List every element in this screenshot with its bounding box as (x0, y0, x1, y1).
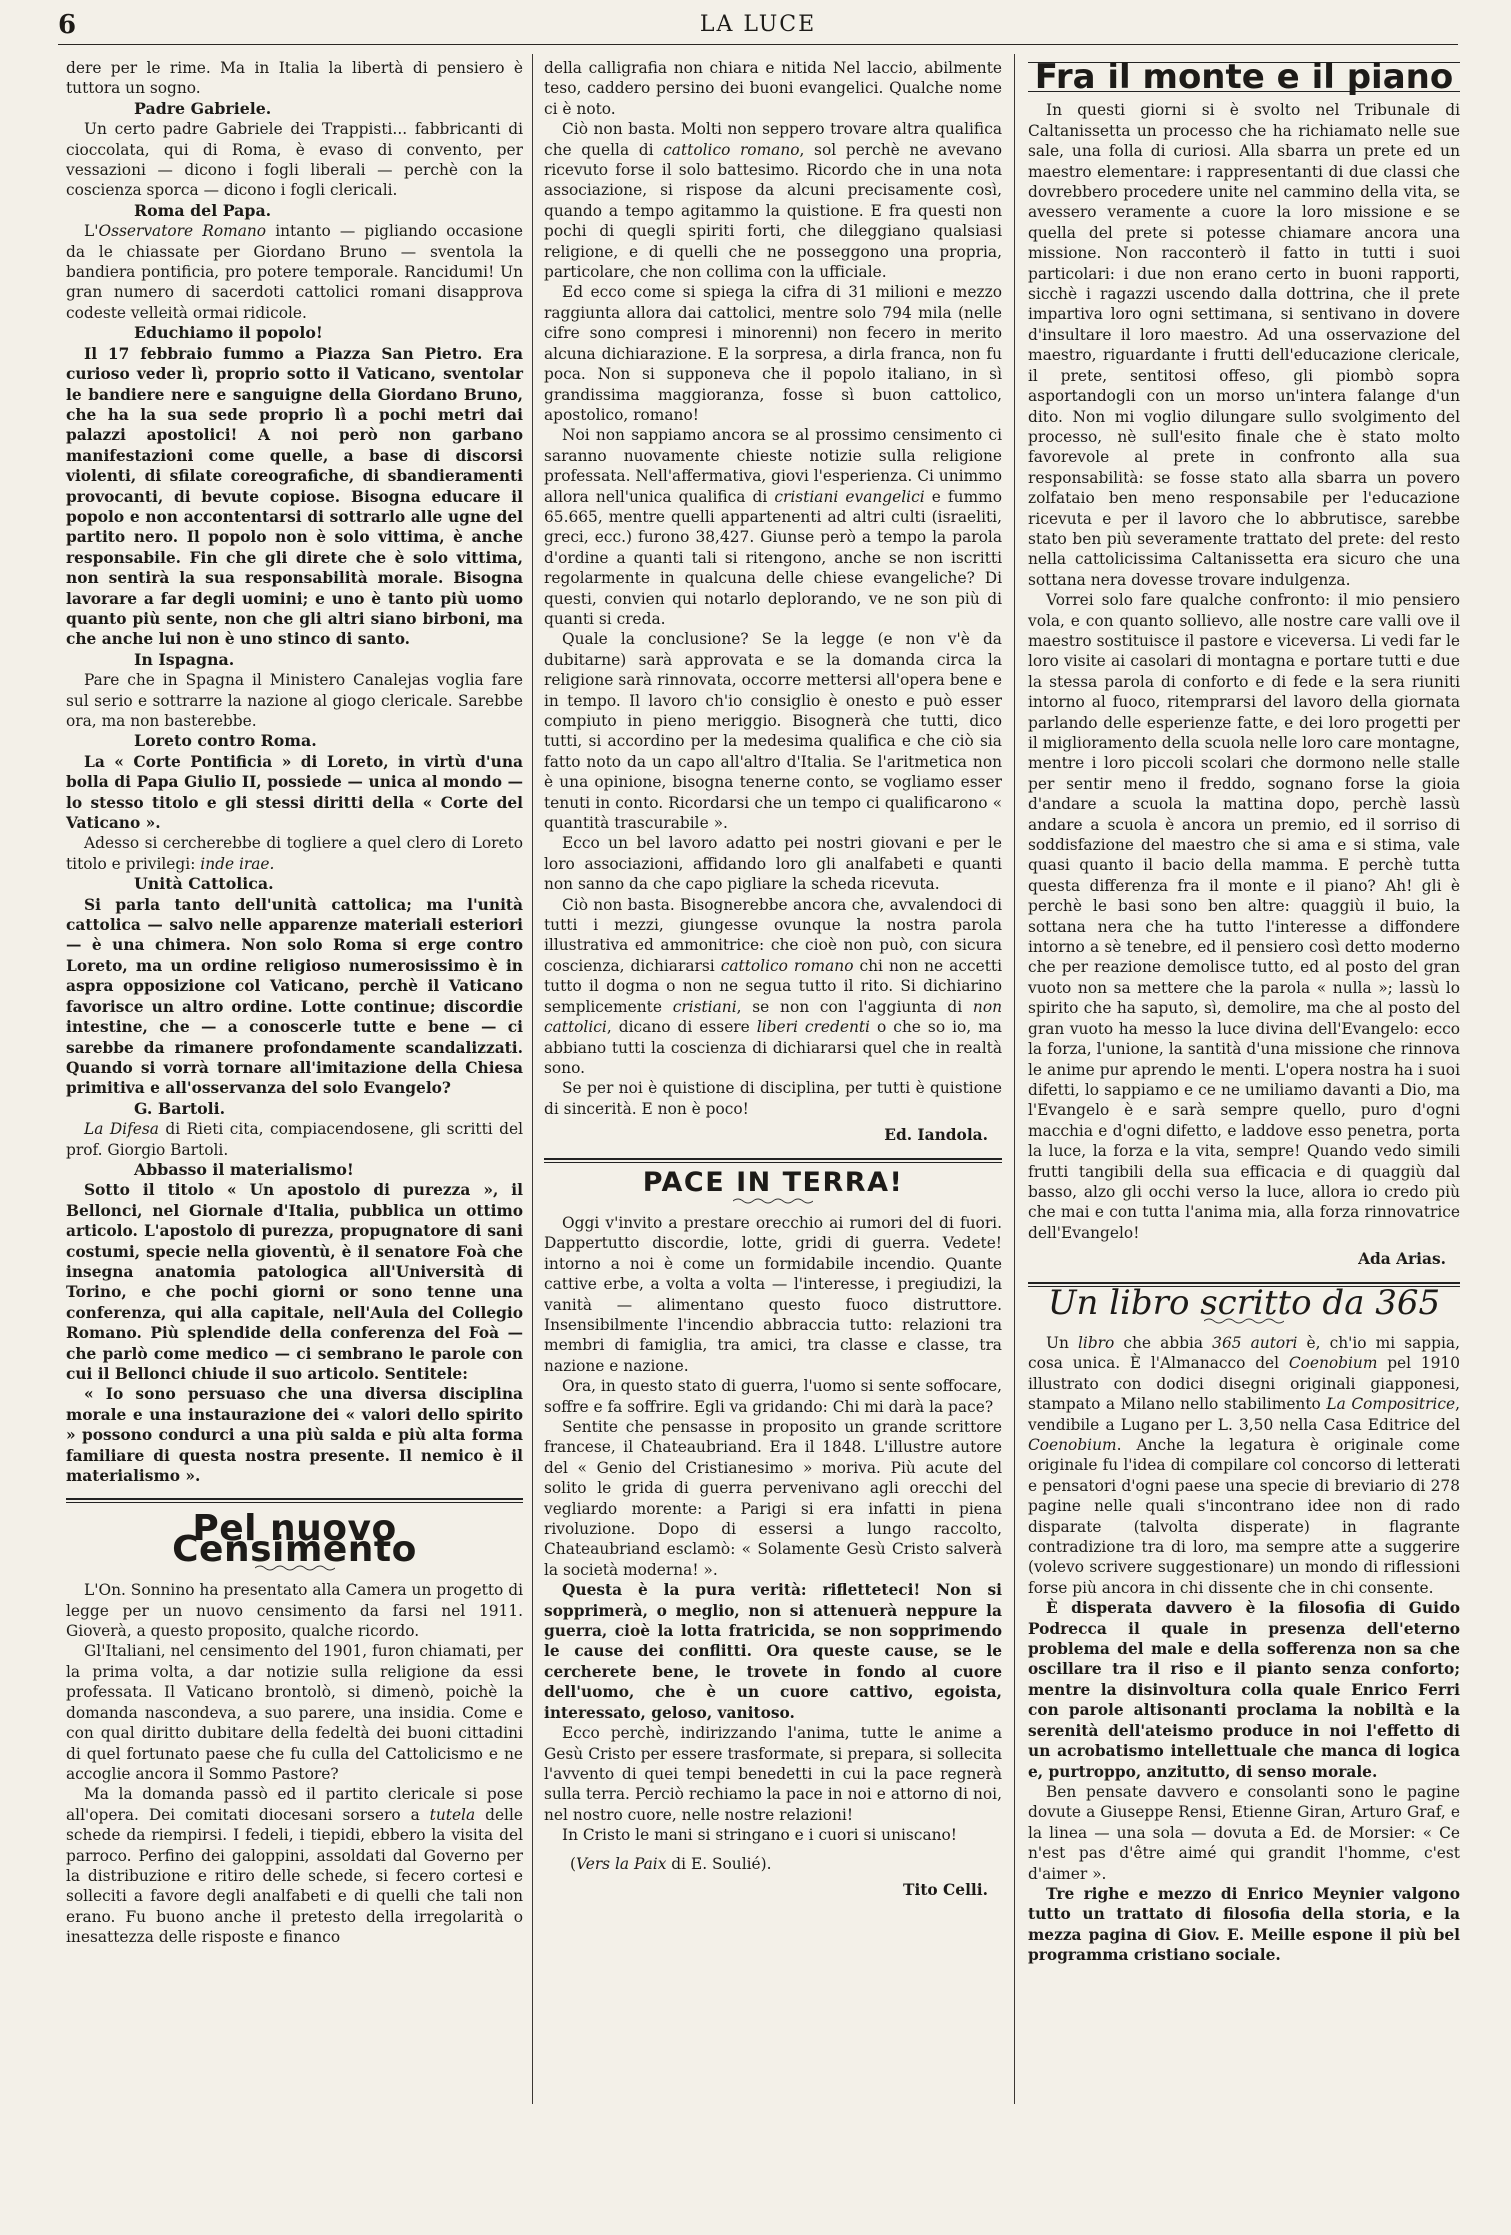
section-divider (544, 1158, 1002, 1163)
column-rule (532, 54, 533, 2104)
author-signature: Tito Celli. (903, 1880, 988, 1899)
article-text: In questi giorni si è svolto nel Tribunale di Caltanissetta un processo che ha richiamato nelle sue sale, una folla di curiosi. Alla sbarra un prete ed un maestro elementare: i rappresentanti di due classi che dovrebbero procedere unite nel cammino della vita, se avessero veramente a cuore la loro missione e se quella del prete si potesse chiamare ancora una missione. Non racconterò il fatto in tutti i suoi particolari: i due non erano certo in buoni rapporti, sicchè i ragazzi uscendo dalla dottrina, che il prete impartiva loro ogni settimana, si sentivano in dovere d'insultare il loro maestro. Ad una osservazione del maestro, riguardante i frutti dell'educazione clericale, il prete, sentitosi offeso, gli piombò sopra asportandogli con un morso un'intera falange d'un dito. Non mi voglio dilungare sullo svolgimento del processo, nè sull'esito finale che è stato molto favorevole al prete in confronto alla sua responsabilità: se fosse stato alla sbarra un povero zolfataio ben meno responsabile per l'educazione ricevuta e per il lavoro che lo abbrutisce, sarebbe stato ben più severamente trattato del prete: del resto nella cattolicissima Caltanissetta era sicuro che una sottana nera dovesse trovare indulgenza. (1028, 101, 1460, 589)
author-signature: Ada Arias. (1358, 1250, 1446, 1269)
article-text: Oggi v'invito a prestare orecchio ai rumori del di fuori. Dappertutto discordie, lotte, gridi di guerra. Vedete! intorno a noi è come un formidabile incendio. Quante cattive erbe, a volta a volta — l'interesse, i pregiudizi, la vanità — alimentano questo fuoco distruttore. Insensibilmente l'incendio abbraccia tutto: relazioni tra membri di famiglia, tra amici, tra classe e classe, tra nazione e nazione. (544, 1213, 1002, 1375)
ornament-flourish (733, 1197, 813, 1205)
column-2 (544, 58, 1002, 1900)
article-text: Un certo padre Gabriele dei Trappisti... fabbricanti di cioccolata, qui di Roma, è evaso di convento, per vessazioni — dicono i fogli liberali — perchè con la coscienza sporca — dicono i fogli clericali. (66, 120, 523, 200)
column-1 (66, 58, 523, 1948)
article-text: Il 17 febbraio fummo a Piazza San Pietro. Era curioso veder lì, proprio sotto il Vaticano, sventolar le bandiere nere e sanguigne della Giordano Bruno, che ha la sua sede proprio lì a pochi metri dai palazzi apostolici! A noi però non garbano manifestazioni come quelle, a base di discorsi violenti, di sfilate coreografiche, di sbandieramenti provocanti, di bevute copiose. Bisogna educare il popolo e non accontentarsi di sottrarlo alle ugne del partito nero. Il popolo non è solo vittima, è anche responsabile. Fin che gli direte che è solo vittima, non sentirà la sua responsabilità morale. Bisogna lavorare a far degli uomini; e uno è tanto più uomo quanto più sente, non che gli altri siano birboni, ma che anche lui non è uno stinco di santo. (66, 344, 523, 649)
article-title: Pel nuovo Censimento (172, 1508, 417, 1570)
page-number: 6 (58, 10, 77, 40)
article-text: Ecco un bel lavoro adatto pei nostri giovani e per le loro associazioni, affidando loro gli analfabeti e quanti non sanno da che capo pigliare la scheda ricevuta. (544, 834, 1002, 894)
article-text: La « Corte Pontificia » di Loreto, in virtù d'una bolla di Papa Giulio II, possiede — unica al mondo — lo stesso titolo e gli stessi diritti della « Corte del Vaticano ». (66, 752, 523, 833)
article-text: Ciò non basta. Bisognerebbe ancora che, avvalendoci di tutti i mezzi, giungesse ovunque la nostra parola illustrativa ed ammonitrice: che cioè non può, con sicura coscienza, dichiararsi cattolico romano chi non ne accetti tutto il dogma o non ne segua tutto il rito. Si dichiarino semplicemente cristiani, se non con l'aggiunta di non cattolici, dicano di essere liberi credenti o che so io, ma abbiano tutti la coscienza di dichiararsi quel che in realtà sono. (544, 895, 1002, 1077)
article-title: PACE IN TERRA! (642, 1166, 904, 1198)
article-text: dere per le rime. Ma in Italia la libertà di pensiero è tuttora un sogno. (66, 59, 523, 98)
section-heading: Educhiamo il popolo! (134, 323, 323, 343)
article-quote: « Io sono persuaso che una diversa disciplina morale e una instaurazione dei « valori dello spirito » possono condurci a una più salda e più alta forma familiare di questa nostra presente. Il nemico è il materialismo ». (66, 1385, 523, 1486)
author-signature: Ed. Iandola. (884, 1126, 988, 1145)
masthead (58, 10, 1458, 45)
section-heading: Abbasso il materialismo! (134, 1159, 354, 1179)
section-heading: Padre Gabriele. (134, 98, 272, 118)
article-text: La Difesa di Rieti cita, compiacendosene, gli scritti del prof. Giorgio Bartoli. (66, 1120, 523, 1159)
article-text: Ecco perchè, indirizzando l'anima, tutte le anime a Gesù Cristo per essere trasformate, si prepara, si sollecita l'avvento di quei tempi benedetti in cui la pace regnerà sulla terra. Perciò rechiamo la pace in noi e attorno di noi, nel nostro cuore, nelle nostre relazioni! (544, 1724, 1002, 1824)
article-title: Fra il monte e il piano (1034, 57, 1454, 97)
article-text: Ma la domanda passò ed il partito clericale si pose all'opera. Dei comitati diocesani sorsero a tutela delle schede da riempirsi. I fedeli, i tiepidi, ebbero la visita del parroco. Perfino dei galoppini, assoldati dal Governo per la distribuzione e ritiro delle schede, si fecero cortesi e solleciti a favore degli analfabeti e di quelli che tali non erano. Fu buono anche il pretesto della irregolarità o inesattezza delle risposte e financo (66, 1785, 524, 1947)
article-text: Adesso si cercherebbe di togliere a quel clero di Loreto titolo e privilegi: inde irae. (66, 834, 523, 873)
article-text: Sotto il titolo « Un apostolo di purezza », il Bellonci, nel Giornale d'Italia, pubblica un ottimo articolo. L'apostolo di purezza, propugnatore di sani costumi, specie nella gioventù, è il senatore Foà che insegna anatomia patologica all'Università di Torino, e che pochi giorni or sono tenne una conferenza, qui alla capitale, nell'Aula del Collegio Romano. Più splendide della conferenza del Foà — che parlò come medico — ci sembrano le parole con cui il Bellonci chiude il suo articolo. Sentitele: (66, 1181, 523, 1383)
article-text: Questa è la pura verità: rifletteteci! Non si sopprimerà, o meglio, non si attenuerà neppure la guerra, cioè la lotta fratricida, se non sopprimendo le cause dei conflitti. Ora queste cause, se le cercherete bene, le trovete in fondo al cuore dell'uomo, che è un cuore cattivo, egoista, interessato, geloso, vanitoso. (544, 1581, 1002, 1722)
newspaper-page (58, 0, 1458, 2235)
article-text: In Cristo le mani si stringano e i cuori si uniscano! (562, 1826, 957, 1845)
section-heading: Unità Cattolica. (134, 874, 274, 894)
article-text: della calligrafia non chiara e nitida Nel laccio, abilmente teso, caddero persino dei buoni evangelici. Qualche nome ci è noto. (544, 59, 1002, 118)
article-source: (Vers la Paix di E. Soulié). (570, 1854, 772, 1873)
article-text: Vorrei solo fare qualche confronto: il mio pensiero vola, e con quanto sollievo, alle nostre care valli ove il maestro sostituisce il pastore e viceversa. Li vedi far le loro visite ai casolari di montagna e portare tutti e due la stessa parola di conforto e di fede e la sera riuniti intorno al fuoco, ritemprarsi del lavoro della giornata parlando delle esperienze fatte, e dei loro progetti per il miglioramento della scuola nelle loro care montagne, mentre i loro piccoli scolari che dormono nelle stalle per sentir meno il freddo, sognano forse la gioia d'andare a scuola la mattina dopo, perchè lassù andare a scuola è ancora un premio, ed il sorriso di soddisfazione del maestro che si ama e si stima, vale quasi quanto il bacio della mamma. E perchè tutta questa differenza fra il monte e il piano? Ah! gli è perchè le basi sono ben altre: quaggiù il buio, la sottana nera che ha tutto l'interesse a diffondere intorno a sè tenebre, ed il pensiero così detto moderno che per reazione demolisce tutto, ed al posto del gran vuoto non sa mettere che la parola « nulla »; lassù lo spirito che ha saputo, sì, demolire, ma che al posto del gran vuoto ha messo la luce divina dell'Evangelo: ecco la forza, l'unione, la santità d'una missione che rinnova le anime pur aprendo le menti. L'opera nostra ha i suoi difetti, lo sappiamo e ce ne umiliamo davanti a Dio, ma l'Evangelo è e sarà sempre quello, puro d'ogni macchia e d'ogni difetto, e laddove esso penetra, porta la luce, la forza e la vita, sempre! Quando vedo simili frutti tangibili della sua efficacia e di quaggiù dal basso, alzo gli occhi verso la luce, allora io credo più che mai e con tutta l'anima mia, alla forza rinnovatrice dell'Evangelo! (1028, 591, 1460, 1242)
article-text: Gl'Italiani, nel censimento del 1901, furon chiamati, per la prima volta, a dar notizie sulla religione da essi professata. Il Vaticano brontolò, si dimenò, poichè la domanda nascondeva, a suo parere, una insidia. Come e con qual diritto dubitare della fedeltà dei buoni cittadini di quel fortunato paese che fu culla del Cattolicismo e ne accoglie ancora il Sommo Pastore? (66, 1642, 523, 1783)
article-text: Se per noi è quistione di disciplina, per tutti è quistione di sincerità. E non è poco! (544, 1079, 1002, 1118)
article-text: Un libro che abbia 365 autori è, ch'io mi sappia, cosa unica. È l'Almanacco del Coenobium pel 1910 illustrato con dodici disegni originali giapponesi, stampato a Milano nello stabilimento La Compositrice, vendibile a Lugano per L. 3,50 nella Casa Editrice del Coenobium. Anche la legatura è originale come originale fu l'idea di compilare col concorso di letterati e pensatori d'ogni paese una specie di breviario di 278 pagine nelle quali s'incontrano idee non di rado disparate (talvolta disperate) in flagrante contradizione tra di loro, ma sempre atte a suggerire (volevo scrivere suggestionare) un mondo di riflessioni forse più ancora in chi dissente che in chi consente. (1028, 1333, 1460, 1597)
running-title: LA LUCE (699, 12, 817, 37)
column-3 (1028, 58, 1460, 1966)
section-heading: G. Bartoli. (134, 1098, 226, 1118)
article-title: Un libro scritto da 365 (1047, 1282, 1441, 1323)
article-text: Ben pensate davvero e consolanti sono le pagine dovute a Giuseppe Rensi, Etienne Giran, Arturo Graf, e la linea — una sola — dovuta a Ed. de Morsier: « Ce n'est pas d'être aimé qui grandit l'homme, c'est d'aimer ». (1028, 1782, 1460, 1883)
article-text: Noi non sappiamo ancora se al prossimo censimento ci saranno nuovamente chieste notizie sulla religione professata. Nell'affermativa, giovi l'esperienza. Ci unimmo allora nell'unica qualifica di cristiani evangelici e fummo 65.665, mentre quelli appartenenti ad altri culti (israeliti, greci, ecc.) furono 38,427. Giunse però a tempo la parola d'ordine a quanti tali si ritengono, anche se non iscritti regolarmente in qualcuna delle chiese evangeliche? Di questi, convien qui notarlo deplorando, ve ne son più di quanti si creda. (544, 426, 1002, 628)
article-text: È disperata davvero è la filosofia di Guido Podrecca il quale in presenza dell'eterno problema del male e della sofferenza non sa che oscillare tra il riso e il pianto senza conforto; mentre la disinvoltura colla quale Enrico Ferri con parole altisonanti proclama la nobiltà e la serenità dell'ateismo produce in noi l'effetto di un acrobatismo intellettuale che manca di logica e, purtroppo, anzitutto, di senso morale. (1028, 1599, 1460, 1781)
section-divider (66, 1498, 523, 1503)
section-heading: Loreto contro Roma. (134, 731, 317, 751)
article-text: Tre righe e mezzo di Enrico Meynier valgono tutto un trattato di filosofia della storia, e la mezza pagina di Giov. E. Meille espone il più bel programma cristiano sociale. (1028, 1884, 1460, 1965)
section-heading: In Ispagna. (134, 649, 235, 669)
article-text: L'Osservatore Romano intanto — pigliando occasione da le chiassate per Giordano Bruno — sventola la bandiera pontificia, pro potere temporale. Rancidumi! Un gran numero di sacerdoti cattolici romani disapprova codeste velleità ormai ridicole. (66, 222, 523, 322)
article-text: Si parla tanto dell'unità cattolica; ma l'unità cattolica — salvo nelle apparenze materiali esteriori — è una chimera. Non solo Roma si erge contro Loreto, ma un ordine religioso numerosissimo è in aspra opposizione col Vaticano, perchè il Vaticano favorisce un altro ordine. Lotte continue; discordie intestine, che — a conoscerle tutte e bene — ci sarebbe da rimanere profondamente scandalizzati. Quando si vorrà tornare all'imitazione della Chiesa primitiva e all'osservanza del solo Evangelo? (66, 895, 523, 1098)
article-text: L'On. Sonnino ha presentato alla Camera un progetto di legge per un nuovo censimento da farsi nel 1911. Gioverà, a questo proposito, qualche ricordo. (66, 1581, 523, 1641)
column-rule (1014, 54, 1015, 2104)
article-text: Ciò non basta. Molti non seppero trovare altra qualifica che quella di cattolico romano, sol perchè ne avevano ricevuto forse il solo battesimo. Ricordo che in una nota associazione, si rispose da alcuni precisamente così, quando a tempo agitammo la quistione. E fra questi non pochi di quegli spiriti forti, che dileggiano qualsiasi religione, e di quelli che ne posseggono una propria, particolare, che non collima con la ufficiale. (544, 120, 1002, 282)
article-text: Quale la conclusione? Se la legge (e non v'è da dubitarne) sarà approvata e se la domanda circa la religione sarà rinnovata, occorre mettersi all'opera bene e in tempo. Il lavoro ch'io consiglio è onesto e può esser compiuto in pieno meriggio. Bisognerà che tutti, dico tutti, si accordino per la medesima qualifica e che ciò sia fatto noto da un capo all'altro d'Italia. Se l'aritmetica non è una opinione, bisogna tenerne conto, se vogliamo esser tenuti in conto. Ricordarsi che un tempo ci qualificarono « quantità trascurabile ». (544, 630, 1002, 833)
article-text: Sentite che pensasse in proposito un grande scrittore francese, il Chateaubriand. Era il 1848. L'illustre autore del « Genio del Cristianesimo » moriva. Più acute del solito le grida di guerra pervenivano agli orecchi del vegliardo morente: a Parigi si era infatti in piena rivoluzione. Dopo di essersi a lungo raccolto, Chateaubriand esclamò: « Solamente Gesù Cristo salverà la società moderna! ». (544, 1418, 1002, 1579)
section-heading: Roma del Papa. (134, 200, 272, 220)
article-text: Ora, in questo stato di guerra, l'uomo si sente soffocare, soffre e fa soffrire. Egli va gridando: Chi mi darà la pace? (544, 1377, 1003, 1416)
article-text: Pare che in Spagna il Ministero Canalejas voglia fare sul serio e sottrarre la nazione al giogo clericale. Sarebbe ora, ma non basterebbe. (66, 671, 523, 730)
article-text: Ed ecco come si spiega la cifra di 31 milioni e mezzo raggiunta allora dai cattolici, mentre solo 794 mila (nelle cifre sono compresi i minorenni) non fecero in merito alcuna dichiarazione. E la sorpresa, a dirla franca, non fu poca. Non si supponeva che il popolo italiano, in sì grandissima maggioranza, fosse sì buon cattolico, apostolico, romano! (544, 283, 1002, 424)
